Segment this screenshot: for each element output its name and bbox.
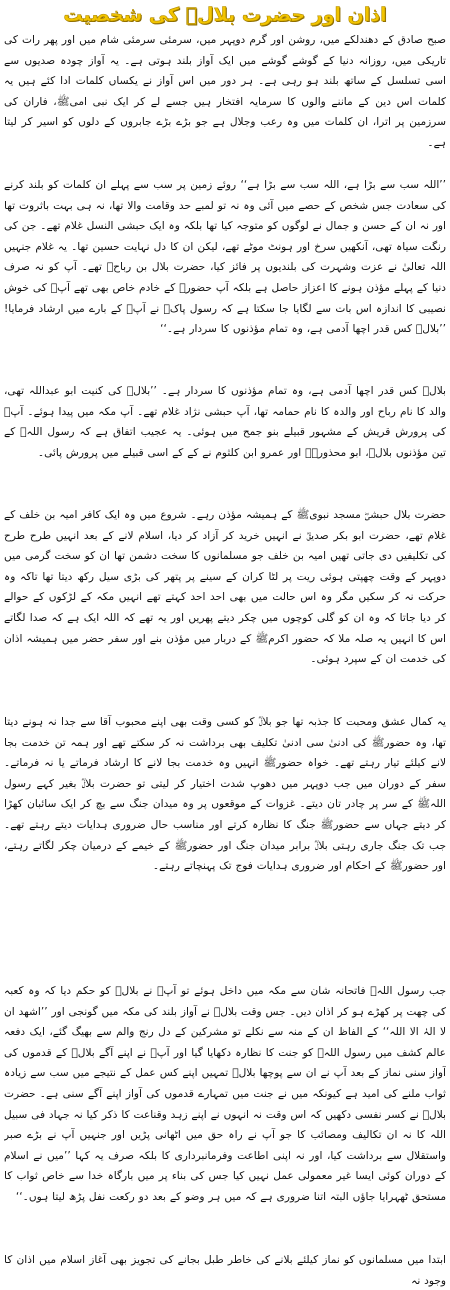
paragraph-7: ابتدا میں مسلمانوں کو نماز کیلئے بلانے کی خاطر طبل بجانے کی تجویز بھی آغاز اسلام میں اذان کا وجود نہ	[4, 1254, 446, 1287]
paragraph-6: جب رسول اللہﷺ فاتحانہ شان سے مکہ میں داخل ہوئے تو آپﷺ نے بلالؓ کو حکم دیا کہ وہ کعبہ کی چھت پر کھڑے ہو کر اذان دیں۔ جس وقت بلالؓ نے آواز بلند کی مکہ میں گونجی اور ’’اشھد ان لا الہٰ الا اللہ‘‘ کے الفاظ ان کے منہ سے نکلے تو مشرکین کے دل رنج والم سے بھیگ گئے، ایک دفعہ عالم کشف میں رسول اللہﷺ کو جنت کا نظارہ دکھایا گیا اور آپﷺ نے اپنے آگے بلالؓ کے قدموں کی آواز سنی نماز کے بعد آپ نے ان سے پوچھا بلالؓ تمہیں اپنے کس عمل کے نتیجے میں سب سے زیادہ ثواب ملنے کی امید ہے کیونکہ میں نے جنت میں تمہارے قدموں کی آواز اپنے آگے سنی ہے۔ حضرت بلالؓ نے کسر نفسی دکھیں کہ اس وقت نہ انہوں نے اپنے زہد وقناعت کا ذکر کیا نہ جہاد فی سبیل اللہ کا نہ ان تکالیف ومصائب کا جو آپ نے راہ حق میں اٹھانی پڑیں اور جنہیں آپ نے بڑے صبر واستقلال سے برداشت کیا، اور نہ اپنی اطاعت وفرمانبرداری کا بلکہ صرف یہ کہا ’’میں نے اسلام کے دوران کوئی ایسا غیر معمولی عمل نہیں کیا جس کی بناء پر میں بارگاہ خدا سے خاص ثواب کا مستحق ٹھہرایا جاؤں البتہ اتنا ضروری ہے کہ میں ہر وضو کے بعد دو رکعت نفل پڑھ لیتا ہوں۔‘‘	[4, 985, 446, 1203]
paragraph-2: ’’اللہ سب سے بڑا ہے، اللہ سب سے بڑا ہے‘‘ روئے زمین پر سب سے پہلے ان کلمات کو بلند کرنے کی سعادت جس شخص کے حصے میں آئی وہ نہ تو لمبے حد وقامت والا تھا، نہ ہی بہت باثروت تھا اور نہ ان کے حسن و جمال نے لوگوں کو متوجہ کیا تھا بلکہ وہ ایک حبشی النسل غلام تھے۔ جن کی رنگت سیاہ تھی، آنکھیں سرخ اور ہونٹ موٹے تھے، لیکن ان کا دل نہایت حسین تھا۔ یہ غلام جنہیں اللہ تعالیٰ نے عزت وشہرت کی بلندیوں پر فائز کیا، حضرت بلال بن رباحؓ تھے۔ آپ کو نہ صرف دنیا کے پہلے مؤذن ہونے کا اعزاز حاصل ہے بلکہ آپ حضورﷺ کے خادم خاص بھی تھے آپؓ کی خوش نصیبی کا اندازہ اس بات سے لگایا جا سکتا ہے کہ رسول پاکﷺ نے آپؓ کے بارے میں ارشاد فرمایا! ’’بلالؓ کس قدر اچھا آدمی ہے، وہ تمام مؤذنوں کا سردار ہے۔‘‘	[4, 179, 446, 336]
paragraph-1: صبح صادق کے دھندلکے میں، روشن اور گرم دوپہر میں، سرمئی سرمئی شام میں اور پھر رات کی تاریکی میں، روزانہ دنیا کے گوشے گوشے میں ایک آواز بلند ہوتی ہے۔ یہ آواز چودہ صدیوں سے اسی تسلسل کے ساتھ بلند ہو رہی ہے۔ ہر دور میں اس آواز نے یکساں کلمات ادا کئے ہیں یہ کلمات اس دین کے ماننے والوں کا سرمایہ افتخار ہیں جسے لے کر ایک نبی امیﷺ، فاران کی سرزمین پر اترا، ان کلمات میں وہ رعب وجلال ہے جو بڑے بڑے جابروں کے دلوں کو اسیر کر لیتا ہے۔	[4, 34, 446, 149]
paragraph-3: بلالؓ کس قدر اچھا آدمی ہے، وہ تمام مؤذنوں کا سردار ہے۔ ’’بلالؓ کی کنیت ابو عبداللہ تھی، والد کا نام رباح اور والدہ کا نام حمامہ تھا، آپ حبشی نژاد غلام تھے۔ آپ مکہ میں پیدا ہوئے۔ آپؓ کی پرورش قریش کے مشہور قبیلے بنو جمح میں ہوئی۔ یہ عجیب اتفاق ہے کہ رسول اللہﷺ کے تین مؤذنوں بلالؓ، ابو محذورہؓ اور عمرو ابن کلثوم نے کے کے اسی قبیلے میں پرورش پائی۔	[4, 385, 446, 459]
article-title: اذان اور حضرت بلالؓ کی شخصیت	[63, 4, 387, 26]
paragraph-4: حضرت بلال حبشیؓ مسجد نبویﷺ کے ہمیشہ مؤذن رہے۔ شروع میں وہ ایک کافر امیہ بن خلف کے غلام تھے، حضرت ابو بکر صدیقؓ نے انہیں خرید کر آزاد کر دیا، اسلام لانے کے بعد انہیں طرح طرح کی تکلیفیں دی جاتی تھیں امیہ بن خلف جو مسلمانوں کا سخت دشمن تھا ان کو سخت گرمی میں دوپہر کے وقت چھپتی ہوئی ریت پر لٹا کران کے سینے پر پتھر کی بڑی سیل رکھ دیتا تھا تاکہ وہ حرکت نہ کر سکیں مگر وہ اس حالت میں بھی احد احد کہتے تھے انہیں مکہ کے لڑکوں کے حوالے کر دیا جاتا کہ وہ ان کو گلی کوچوں میں چکر دیتے پھریں اور یہ تھے کہ اللہ ایک ہے کہ صدا لگاتے اس کا انہیں یہ صلہ ملا کہ حضور اکرمﷺ کے دربار میں مؤذن بنے اور سفر حضر میں ہمیشہ اذان کی خدمت ان کے سپرد ہوئی۔	[4, 509, 446, 666]
paragraph-5: یہ کمال عشق ومحبت کا جذبہ تھا جو بلالؓ کو کسی وقت بھی اپنے محبوب آقا سے جدا نہ ہونے دیتا تھا، وہ حضورﷺ کی ادنیٰ سی ادنیٰ تکلیف بھی برداشت نہ کر سکتے تھے اور ہمہ تن خدمت بجا لانے کیلئے تیار رہتے تھے۔ خواہ حضورﷺ انہیں وہ خدمت بجا لانے کا ارشاد فرماتے یا نہ فرماتے۔ سفر کے دوران میں جب دوپہر میں دھوپ شدت اختیار کر لیتی تو حضرت بلالؓ بغیر کہے رسول اللہﷺ کے سر پر چادر تان دیتے۔ غزوات کے موقعوں پر وہ میدان جنگ سے بچ کر ایک سائبان کھڑا کر دیتے جہاں سے حضورﷺ جنگ کا نظارہ کرتے اور مناسب حال ضروری ہدایات دیتے رہتے تھے۔ جب تک جنگ جاری رہتی بلالؓ برابر میدان جنگ اور حضورﷺ کے خیمے کے درمیان چکر لگاتے رہتے، اور حضورﷺ کے احکام اور ضروری ہدایات فوج تک پہنچاتے رہتے۔	[4, 716, 446, 873]
